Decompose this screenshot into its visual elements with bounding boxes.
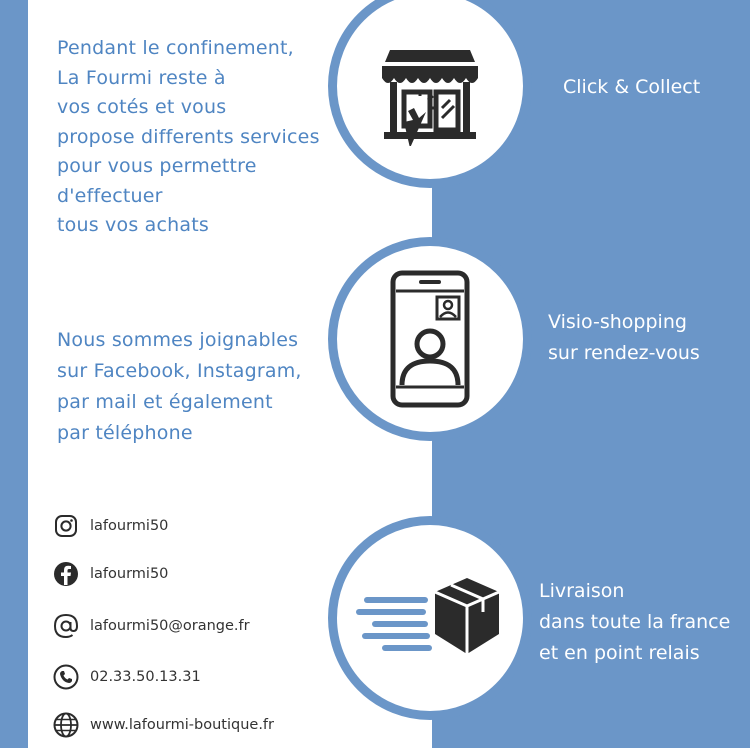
contact-instagram[interactable] xyxy=(53,513,168,539)
delivery-circle xyxy=(328,516,532,720)
intro-paragraph: Pendant le confinement, La Fourmi reste à vos cotés et vous propose differents services pour vous permettre d'effectuer tous vos achats xyxy=(57,37,320,236)
facebook-icon xyxy=(53,561,79,587)
visio-shopping-circle xyxy=(328,237,532,441)
contact-email[interactable] xyxy=(53,613,250,639)
service-delivery: Livraison dans toute la france et en point relais xyxy=(539,580,731,664)
service-visio-shopping: Visio-shopping sur rendez-vous xyxy=(548,311,700,364)
phone-icon xyxy=(53,664,79,690)
service-click-collect: Click & Collect xyxy=(563,76,701,98)
contact-text: lafourmi50@orange.fr xyxy=(90,618,250,634)
contact-phone[interactable] xyxy=(53,664,201,690)
fast-delivery-box-icon xyxy=(355,568,505,668)
smartphone-video-call-icon xyxy=(375,269,485,409)
contact-text: 02.33.50.13.31 xyxy=(90,669,201,685)
contact-text: www.lafourmi-boutique.fr xyxy=(90,717,274,733)
at-sign-icon xyxy=(53,613,79,639)
contact-text: lafourmi50 xyxy=(90,518,169,534)
instagram-icon xyxy=(53,513,79,539)
storefront-click-icon xyxy=(370,26,490,146)
reachability-paragraph: Nous sommes joignables sur Facebook, Instagram, par mail et également par téléphone xyxy=(57,329,302,444)
contact-facebook[interactable] xyxy=(53,561,168,587)
contact-text: lafourmi50 xyxy=(90,566,169,582)
left-accent-strip xyxy=(0,0,28,748)
globe-icon xyxy=(53,712,79,738)
contact-website[interactable] xyxy=(53,712,274,738)
